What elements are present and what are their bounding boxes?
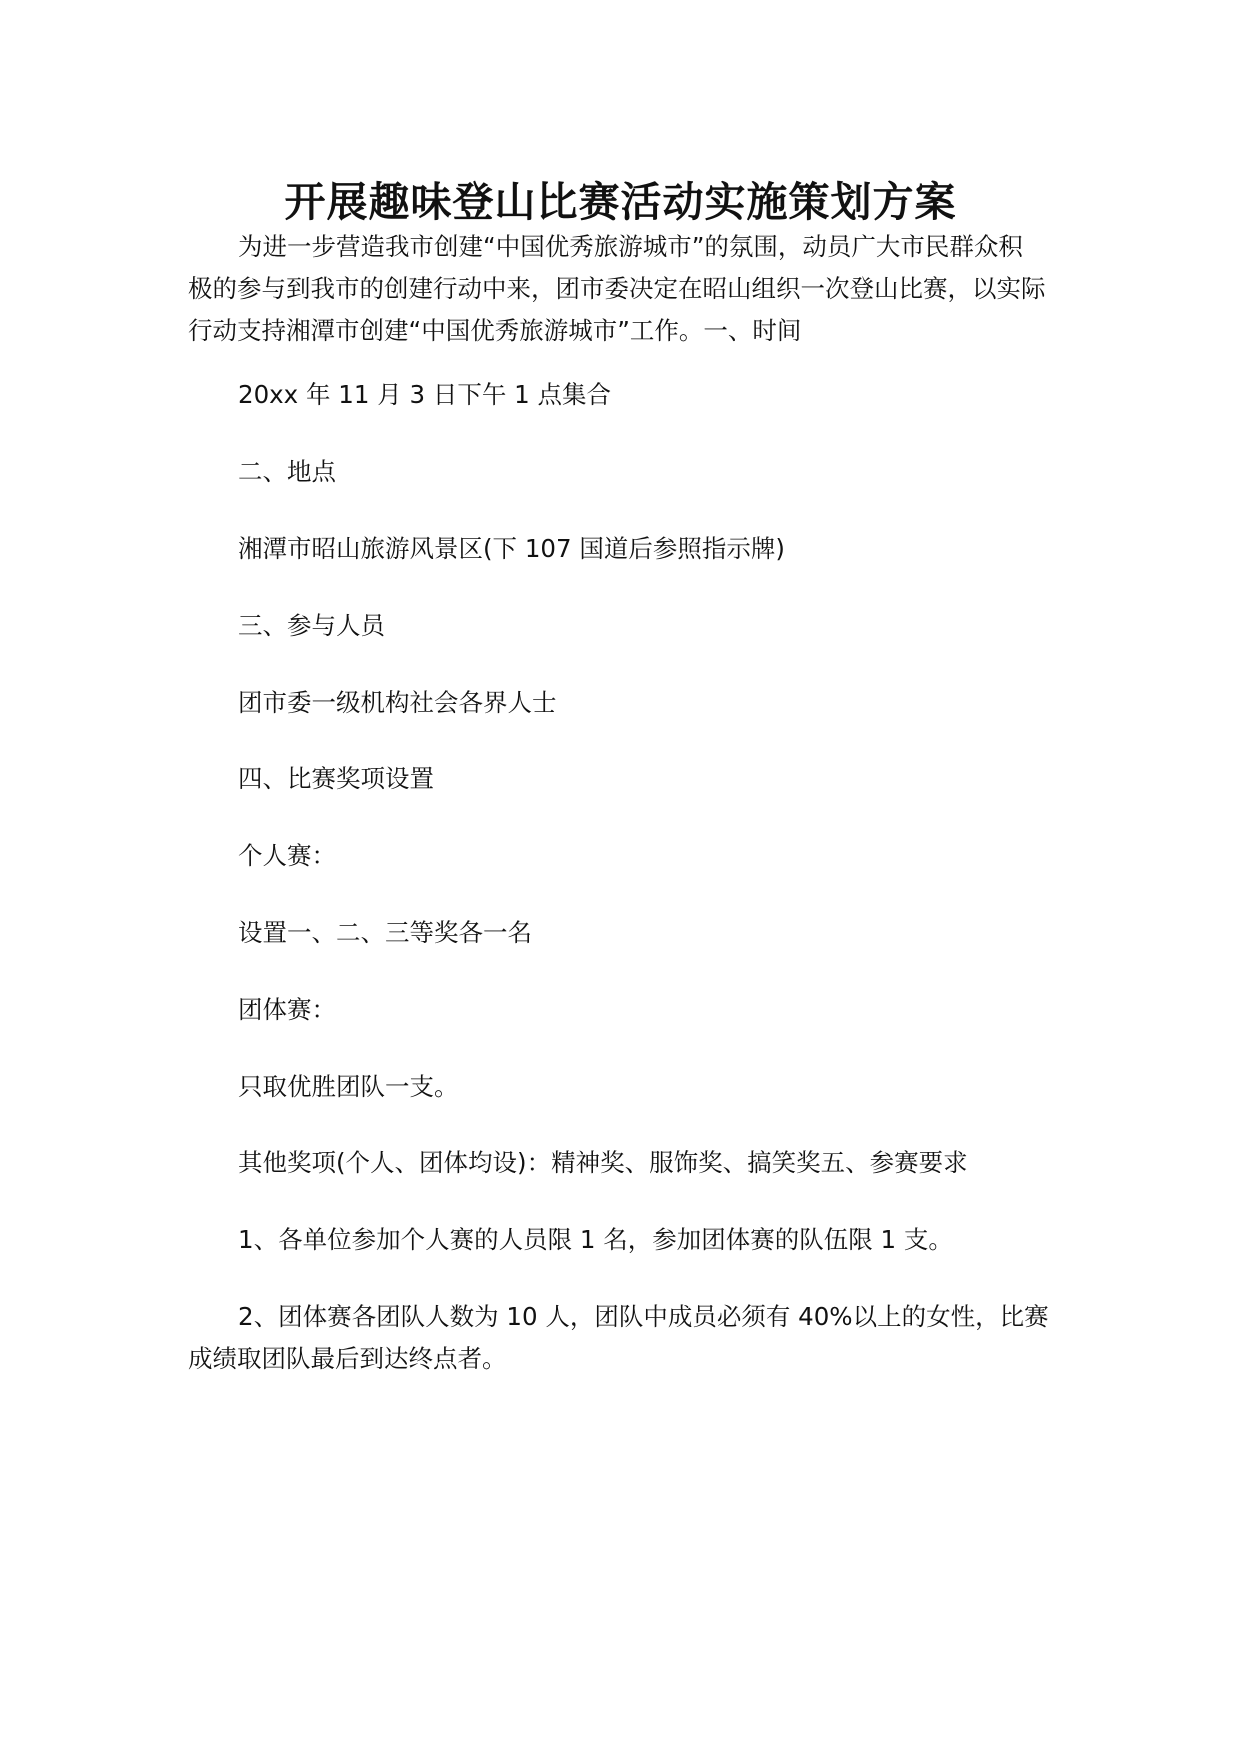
intro-line-3: 行动支持湘潭市创建“中国优秀旅游城市”工作。一、时间 xyxy=(188,316,802,345)
other-awards: 其他奖项(个人、团体均设)：精神奖、服饰奖、搞笑奖五、参赛要求 xyxy=(238,1148,968,1177)
location-value: 湘潭市昭山旅游风景区(下 107 国道后参照指示牌) xyxy=(238,534,785,563)
requirement-2-line-1: 2、团体赛各团队人数为 10 人，团队中成员必须有 40%以上的女性，比赛 xyxy=(238,1302,1049,1331)
requirement-2 xyxy=(188,1296,1056,1380)
section-awards-heading: 四、比赛奖项设置 xyxy=(238,764,434,793)
requirement-1: 1、各单位参加个人赛的人员限 1 名，参加团体赛的队伍限 1 支。 xyxy=(238,1225,953,1254)
section-participants-heading: 三、参与人员 xyxy=(238,611,385,640)
individual-value: 设置一、二、三等奖各一名 xyxy=(238,918,532,947)
requirement-2-line-2: 成绩取团队最后到达终点者。 xyxy=(188,1344,507,1373)
section-location-heading: 二、地点 xyxy=(238,457,336,486)
individual-label: 个人赛： xyxy=(238,841,336,870)
intro-paragraph xyxy=(188,226,1056,352)
intro-line-2: 极的参与到我市的创建行动中来，团市委决定在昭山组织一次登山比赛，以实际 xyxy=(188,274,1046,303)
intro-line-1: 为进一步营造我市创建“中国优秀旅游城市”的氛围，动员广大市民群众积 xyxy=(238,232,1023,261)
time-value: 20xx 年 11 月 3 日下午 1 点集合 xyxy=(238,380,612,409)
team-value: 只取优胜团队一支。 xyxy=(238,1072,459,1101)
document-title: 开展趣味登山比赛活动实施策划方案 xyxy=(284,178,957,226)
participants-value: 团市委一级机构社会各界人士 xyxy=(238,688,557,717)
team-label: 团体赛： xyxy=(238,995,336,1024)
